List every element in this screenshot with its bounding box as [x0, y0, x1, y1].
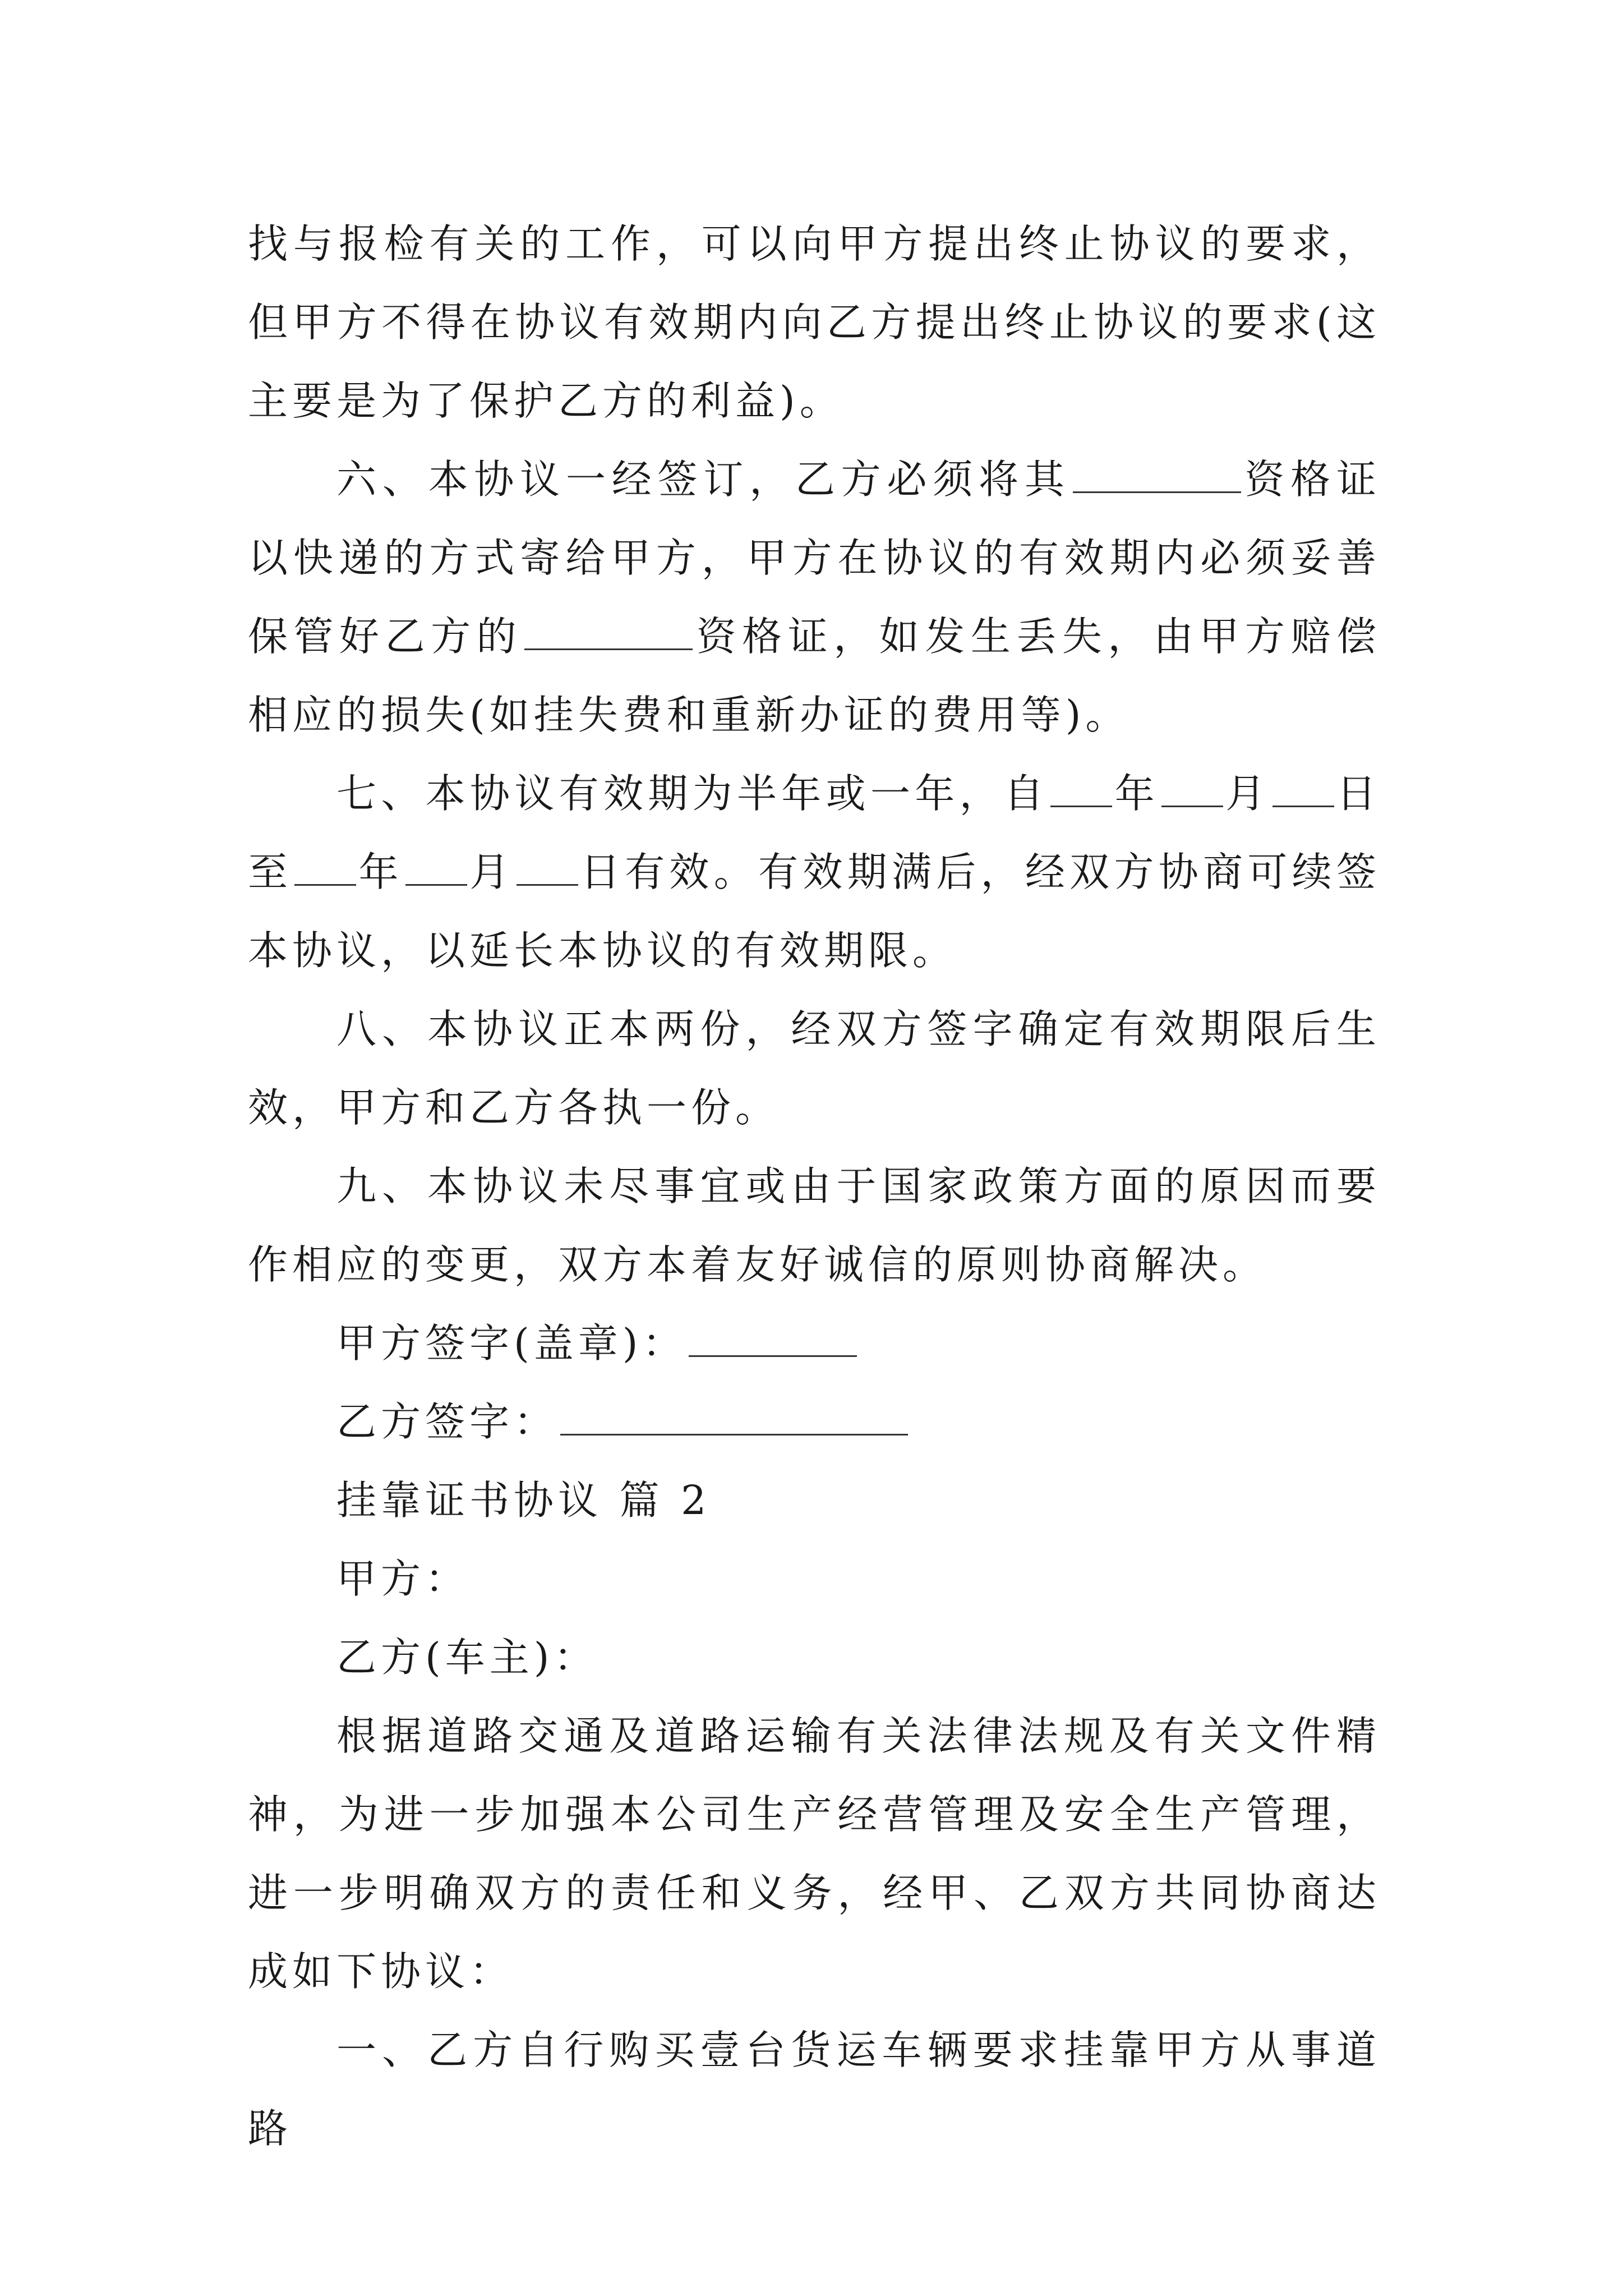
start-month-label: 月	[1225, 770, 1270, 817]
document-body	[248, 205, 1381, 2168]
paragraph-item-8: 八、本协议正本两份，经双方签字确定有效期限后生效，甲方和乙方各执一份。	[248, 1006, 1381, 1131]
paragraph-item-1: 一、乙方自行购买壹台货运车辆要求挂靠甲方从事道路	[248, 2027, 1381, 2152]
item-7-text-end: 日有效。有效期满后，经双方协商可续签本协议，以延长本协议的有效期限。	[248, 849, 1381, 974]
signature-party-a-label: 甲方签字(盖章)：	[336, 1320, 687, 1366]
blank-end-month[interactable]	[405, 852, 467, 886]
item-6-text-3: 资格证，如发生丢失，由甲方赔偿相应的损失(如挂失费和重新办证的费用等)。	[248, 613, 1381, 738]
signature-party-b-label: 乙方签字：	[336, 1398, 559, 1445]
paragraph-intro: 根据道路交通及道路运输有关法律法规及有关文件精神，为进一步加强本公司生产经营管理及安全生产管理，进一步明确双方的责任和义务，经甲、乙双方共同协商达成如下协议：	[248, 1713, 1381, 1995]
blank-start-year[interactable]	[1050, 773, 1112, 807]
end-year-label: 年	[358, 849, 403, 895]
blank-start-day[interactable]	[1272, 773, 1334, 807]
paragraph-item-7	[248, 754, 1381, 990]
signature-party-a	[248, 1304, 1381, 1383]
paragraph-item-6	[248, 440, 1381, 754]
paragraph-item-9: 九、本协议未尽事宜或由于国家政策方面的原因而要作相应的变更，双方本着友好诚信的原则协商解决。	[248, 1163, 1381, 1288]
end-month-label: 月	[469, 849, 514, 895]
signature-party-b-blank[interactable]	[560, 1401, 908, 1435]
item-7-text-1: 七、本协议有效期为半年或一年，自	[336, 770, 1049, 817]
party-a-label: 甲方：	[336, 1556, 470, 1602]
item-6-text-1: 六、本协议一经签订，乙方必须将其	[336, 456, 1071, 503]
blank-end-year[interactable]	[294, 852, 356, 886]
start-year-label: 年	[1114, 770, 1159, 817]
day-to-label: 日至	[248, 770, 1381, 895]
blank-certificate-type-1[interactable]	[1073, 459, 1241, 493]
signature-party-a-blank[interactable]	[689, 1323, 857, 1357]
section-title: 挂靠证书协议 篇 2	[336, 1477, 711, 1524]
signature-party-b	[248, 1383, 1381, 1461]
item-6-text-2: 资格证以快递的方式寄给甲方，甲方在协议的有效期内必须妥善保管好乙方的	[248, 456, 1381, 660]
paragraph-continuation: 找与报检有关的工作，可以向甲方提出终止协议的要求，但甲方不得在协议有效期内向乙方提出终止协议的要求(这主要是为了保护乙方的利益)。	[248, 220, 1381, 424]
blank-certificate-type-2[interactable]	[524, 616, 693, 650]
blank-end-day[interactable]	[517, 852, 578, 886]
party-b-label: 乙方(车主)：	[336, 1634, 598, 1681]
blank-start-month[interactable]	[1161, 773, 1223, 807]
